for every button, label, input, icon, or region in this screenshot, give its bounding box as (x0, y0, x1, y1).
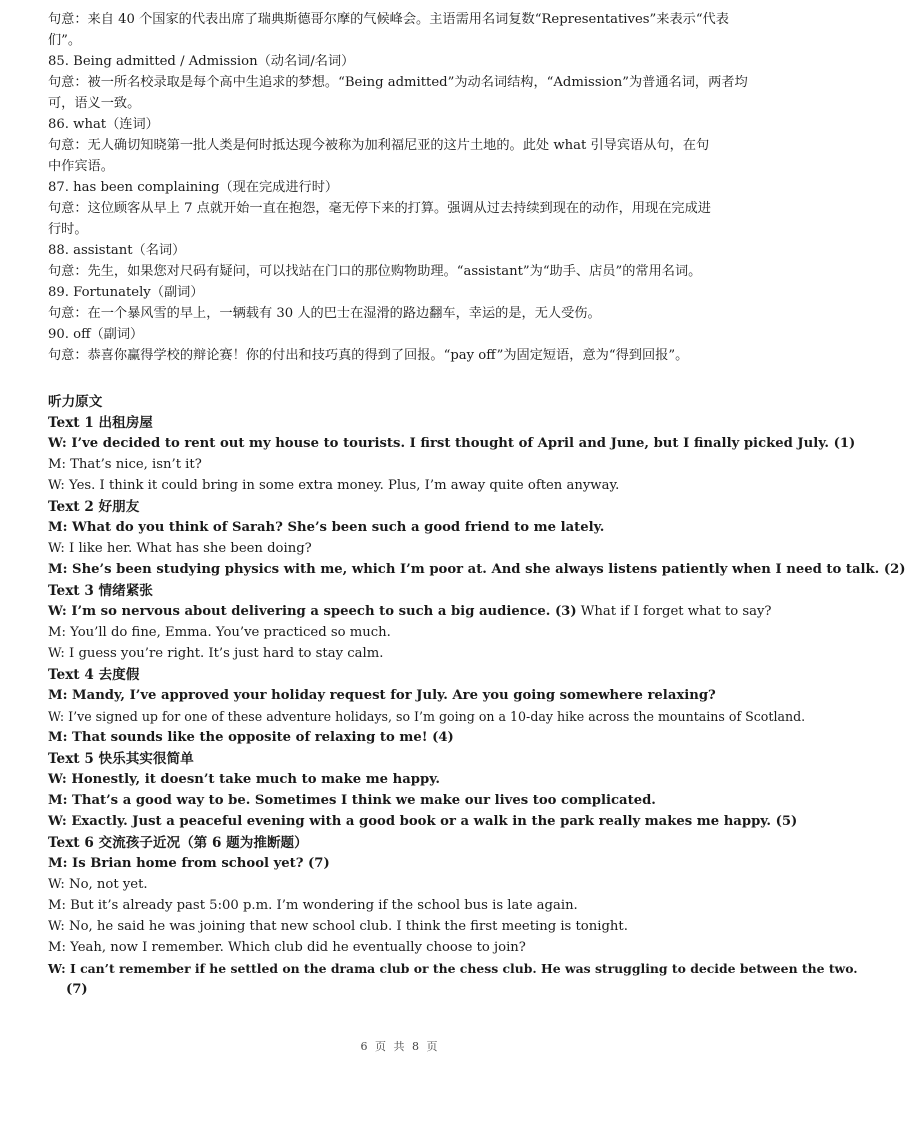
text-2-heading: Text 2 好朋友 (48, 499, 140, 515)
text-6-line-2: W: No, not yet. (48, 877, 148, 892)
page-footer: 6 页 共 8 页 (360, 1040, 440, 1053)
text-5-heading: Text 5 快乐其实很简单 (48, 751, 194, 767)
text-5-line-2: M: That’s a good way to be. Sometimes I think we make our lives too complicated. (48, 793, 656, 808)
explanation-89-line-1: 句意：在一个暴风雪的早上，一辆载有 30 人的巴士在湿滑的路边翻车，幸运的是，无人受伤。 (48, 306, 601, 321)
text-3-line-1-bold: W: I’m so nervous about delivering a speech to such a big audience. (3) (48, 604, 577, 619)
explanation-88-line-1: 句意：先生，如果您对尺码有疑问，可以找站在门口的那位购物助理。“assistant”为“助手、店员”的常用名词。 (48, 264, 702, 279)
text-6-line-6: W: I can’t remember if he settled on the drama club or the chess club. He was struggling to decide between the two. (48, 961, 858, 976)
text-5-line-3: W: Exactly. Just a peaceful evening with a good book or a walk in the park really makes me happy. (5) (48, 814, 798, 829)
text-3-heading: Text 3 情绪紧张 (48, 583, 153, 599)
text-6-line-5: M: Yeah, now I remember. Which club did he eventually choose to join? (48, 940, 526, 955)
text-4-line-1: M: Mandy, I’ve approved your holiday request for July. Are you going somewhere relaxing? (48, 688, 716, 703)
text-2-line-3: M: She’s been studying physics with me, which I’m poor at. And she always listens patiently when I need to talk. (2) (48, 562, 906, 577)
answer-89: 89. Fortunately（副词） (48, 285, 204, 300)
answer-85: 85. Being admitted / Admission（动名词/名词） (48, 54, 355, 69)
explanation-87-line-1: 句意：这位顾客从早上 7 点就开始一直在抱怨，毫无停下来的打算。强调从过去持续到现在的动作，用现在完成进 (48, 201, 711, 216)
text-1-line-1: W: I’ve decided to rent out my house to tourists. I first thought of April and June, but I finally picked July. (1) (48, 436, 856, 451)
explanation-85-line-1: 句意：被一所名校录取是每个高中生追求的梦想。“Being admitted”为动名词结构，“Admission”为普通名词，两者均 (48, 75, 748, 90)
answer-87: 87. has been complaining（现在完成进行时） (48, 180, 339, 195)
text-3-line-2: M: You’ll do fine, Emma. You’ve practiced so much. (48, 625, 391, 640)
answer-86: 86. what（连词） (48, 117, 159, 132)
explanation-86-line-2: 中作宾语。 (48, 159, 114, 174)
explanation-84-line-2: 们”。 (48, 33, 82, 48)
text-5-line-1: W: Honestly, it doesn’t take much to make me happy. (48, 772, 440, 787)
text-4-heading: Text 4 去度假 (48, 667, 140, 683)
text-1-heading: Text 1 出租房屋 (48, 415, 153, 431)
text-3-line-1 (48, 602, 772, 622)
text-4-line-2: W: I’ve signed up for one of these adventure holidays, so I’m going on a 10-day hike across the mountains of Scotland. (48, 709, 806, 724)
answer-90: 90. off（副词） (48, 327, 144, 342)
explanation-84-line-1: 句意：来自 40 个国家的代表出席了瑞典斯德哥尔摩的气候峰会。主语需用名词复数“Representatives”来表示“代表 (48, 12, 729, 27)
text-6-line-7: (7) (66, 982, 88, 997)
text-2-line-1: M: What do you think of Sarah? She’s been such a good friend to me lately. (48, 520, 605, 535)
text-4-line-3: M: That sounds like the opposite of relaxing to me! (4) (48, 730, 454, 745)
text-3-line-3: W: I guess you’re right. It’s just hard to stay calm. (48, 646, 384, 661)
text-6-line-4: W: No, he said he was joining that new school club. I think the first meeting is tonight. (48, 919, 628, 934)
answer-88: 88. assistant（名词） (48, 243, 186, 258)
explanation-87-line-2: 行时。 (48, 222, 88, 237)
text-2-line-2: W: I like her. What has she been doing? (48, 541, 312, 556)
explanation-90-line-1: 句意：恭喜你赢得学校的辩论赛！你的付出和技巧真的得到了回报。“pay off”为固定短语，意为“得到回报”。 (48, 348, 689, 363)
text-6-line-1: M: Is Brian home from school yet? (7) (48, 856, 330, 871)
text-1-line-3: W: Yes. I think it could bring in some extra money. Plus, I’m away quite often anyway. (48, 478, 620, 493)
listening-title: 听力原文 (48, 394, 103, 410)
text-6-line-3: M: But it’s already past 5:00 p.m. I’m wondering if the school bus is late again. (48, 898, 578, 913)
explanation-85-line-2: 可，语义一致。 (48, 96, 141, 111)
text-1-line-2: M: That’s nice, isn’t it? (48, 457, 202, 472)
explanation-86-line-1: 句意：无人确切知晓第一批人类是何时抵达现今被称为加利福尼亚的这片土地的。此处 what 引导宾语从句，在句 (48, 138, 710, 153)
text-6-heading: Text 6 交流孩子近况（第 6 题为推断题） (48, 835, 308, 851)
text-3-line-1-normal: What if I forget what to say? (576, 604, 772, 619)
